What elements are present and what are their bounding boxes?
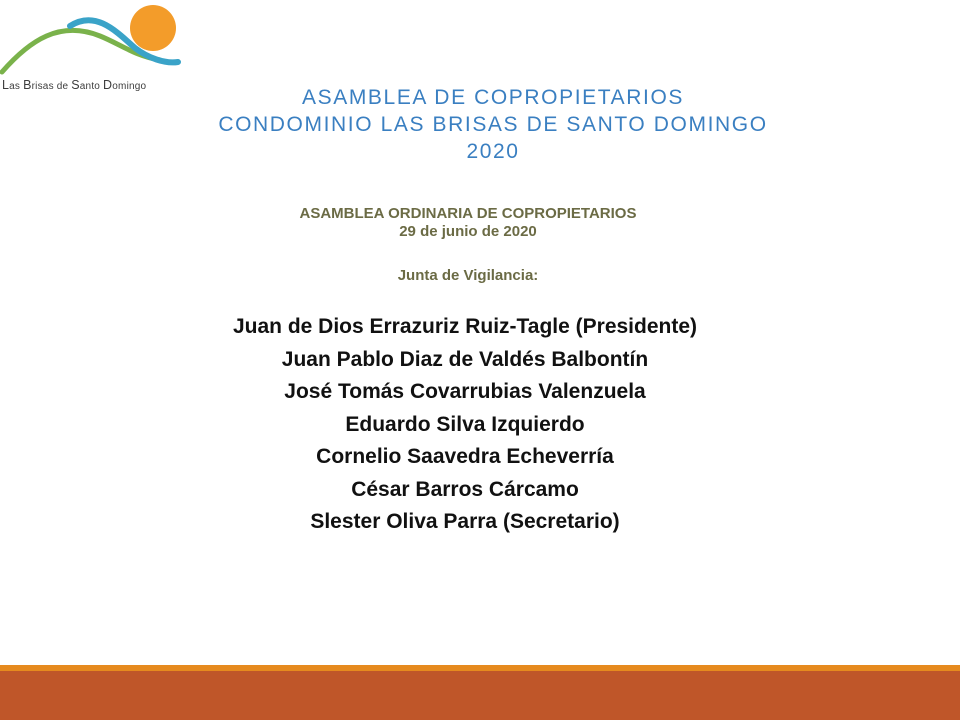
member-item: Cornelio Saavedra Echeverría	[316, 445, 614, 468]
page-title	[0, 84, 960, 165]
subtitle-line-1: ASAMBLEA ORDINARIA DE COPROPIETARIOS	[299, 205, 637, 222]
member-item: José Tomás Covarrubias Valenzuela	[284, 380, 646, 403]
title-line-2: CONDOMINIO LAS BRISAS DE SANTO DOMINGO	[218, 113, 768, 136]
assembly-subtitle	[0, 205, 936, 241]
junta-label: Junta de Vigilancia:	[397, 267, 539, 284]
member-item: Eduardo Silva Izquierdo	[345, 412, 585, 436]
title-line-1: ASAMBLEA DE COPROPIETARIOS	[302, 86, 684, 109]
title-line-3: 2020	[466, 140, 520, 163]
footer-bar	[0, 671, 960, 720]
sun-icon	[130, 5, 176, 51]
logo-text: Las Brisas de Santo Domingo	[2, 78, 147, 92]
member-item: Juan Pablo Diaz de Valdés Balbontín	[281, 347, 649, 371]
member-item: Juan de Dios Errazuriz Ruiz-Tagle (Presidente)	[232, 315, 698, 338]
logo-mark-icon	[0, 0, 190, 80]
member-list	[0, 311, 930, 539]
member-item: César Barros Cárcamo	[351, 477, 579, 501]
assembly-date: 29 de junio de 2020	[399, 223, 537, 240]
member-item: Slester Oliva Parra (Secretario)	[310, 510, 620, 533]
